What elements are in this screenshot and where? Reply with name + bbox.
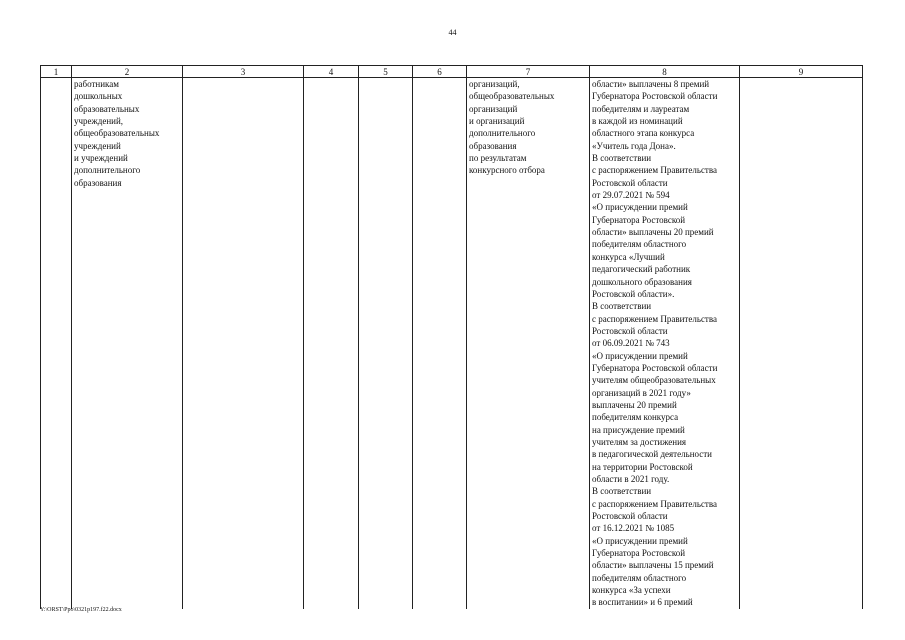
report-table [40,65,863,609]
column-header-4: 4 [304,66,359,78]
document-path-footer: Y:\ORST\Ppo\0321p197.f22.docx [40,607,122,613]
column-header-8: 8 [590,66,740,78]
cell-recipients: работникам дошкольных образовательных учреждений, общеобразовательных учреждений и учреждений дополнительного образования [72,78,183,609]
cell-col-1 [41,78,72,609]
cell-col-3 [183,78,304,609]
cell-col-6 [413,78,467,609]
column-number-row [41,66,863,78]
column-header-7: 7 [467,66,590,78]
column-header-6: 6 [413,66,467,78]
column-header-3: 3 [183,66,304,78]
column-header-9: 9 [740,66,863,78]
cell-col-4 [304,78,359,609]
table-row [41,78,863,609]
column-header-2: 2 [72,66,183,78]
cell-organizations: организаций, общеобразовательных организаций и организаций дополнительного образования по результатам конкурсного отбора [467,78,590,609]
cell-col-9 [740,78,863,609]
cell-results: области» выплачены 8 премий Губернатора Ростовской области победителям и лауреатам в каждой из номинаций областного этапа конкурса «Учитель года Дона». В соответствии с распоряжением Правительства Ростовской области от 29.07.2021 № 594 «О присуждении премий Губернатора Ростовской области» выплачены 20 премий победителям областного конкурса «Лучший педагогический работник дошкольного образования Ростовской области». В соответствии с распоряжением Правительства Ростовской области от 06.09.2021 № 743 «О присуждении премий Губернатора Ростовской области учителям общеобразовательных организаций в 2021 году» выплачены 20 премий победителям конкурса на присуждение премий учителям за достижения в педагогической деятельности на территории Ростовской области в 2021 году. В соответствии с распоряжением Правительства Ростовской области от 16.12.2021 № 1085 «О присуждении премий Губернатора Ростовской области» выплачены 15 премий победителям областного конкурса «За успехи в воспитании» и 6 премий [590,78,740,609]
column-header-1: 1 [41,66,72,78]
cell-col-5 [359,78,413,609]
column-header-5: 5 [359,66,413,78]
page-number: 44 [448,28,457,37]
